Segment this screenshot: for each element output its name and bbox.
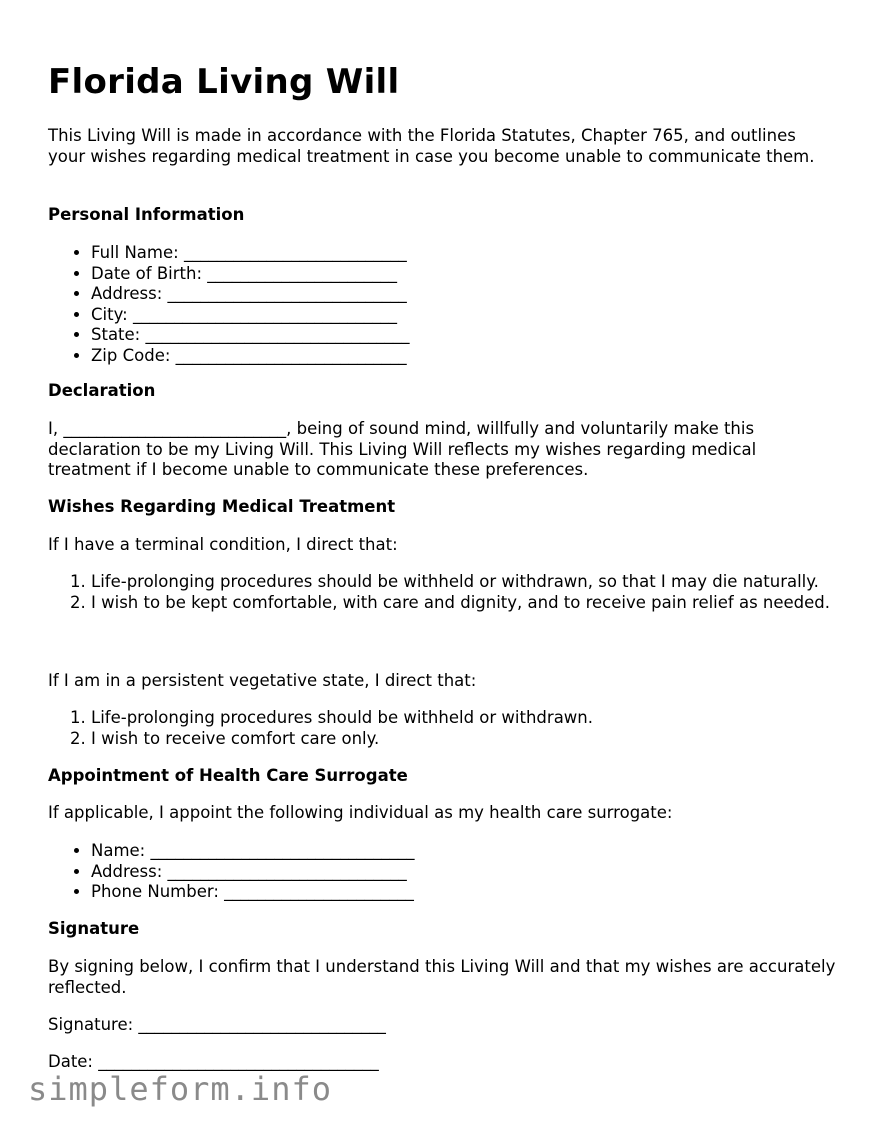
surrogate-list (48, 841, 875, 903)
watermark: simpleform.info (28, 1070, 332, 1108)
list-item: • Name: ________________________________ (91, 841, 875, 862)
terminal-intro: If I have a terminal condition, I direct that: (48, 535, 398, 554)
list-item: • Zip Code: ____________________________ (91, 346, 875, 367)
list-item: • Date of Birth: _______________________ (91, 264, 875, 285)
list-item: • Address: _____________________________ (91, 284, 875, 305)
list-item: • Address: _____________________________ (91, 862, 875, 883)
page-title: Florida Living Will (48, 62, 400, 102)
surrogate-heading: Appointment of Health Care Surrogate (48, 766, 408, 785)
declaration-heading: Declaration (48, 381, 156, 400)
terminal-list (48, 572, 875, 613)
list-item: • State: ________________________________ (91, 325, 875, 346)
intro-paragraph: This Living Will is made in accordance with the Florida Statutes, Chapter 765, and outlines your wishes regarding medical treatment in case you become unable to communicate them. (48, 126, 815, 166)
signature-paragraph: By signing below, I confirm that I understand this Living Will and that my wishes are accurately reflected. (48, 957, 836, 997)
vegetative-list (48, 708, 875, 749)
personal-info-heading: Personal Information (48, 205, 245, 224)
list-item: 2. I wish to receive comfort care only. (91, 729, 875, 750)
signature-line: Signature: ______________________________ (48, 1015, 386, 1034)
signature-heading: Signature (48, 919, 140, 938)
list-item: 2. I wish to be kept comfortable, with care and dignity, and to receive pain relief as needed. (91, 593, 875, 614)
list-item: • Full Name: ___________________________ (91, 243, 875, 264)
list-item: 1. Life-prolonging procedures should be withheld or withdrawn. (91, 708, 875, 729)
list-item: • City: ________________________________ (91, 305, 875, 326)
personal-info-list (48, 243, 875, 366)
list-item: 1. Life-prolonging procedures should be withheld or withdrawn, so that I may die naturally. (91, 572, 875, 593)
date-line: Date: __________________________________ (48, 1052, 379, 1071)
vegetative-intro: If I am in a persistent vegetative state, I direct that: (48, 671, 477, 690)
surrogate-intro: If applicable, I appoint the following individual as my health care surrogate: (48, 803, 673, 822)
list-item: • Phone Number: _______________________ (91, 882, 875, 903)
declaration-paragraph: I, ___________________________, being of sound mind, willfully and voluntarily make this declaration to be my Living Will. This Living Will reflects my wishes regarding medical treatment if I become unable to communicate these preferences. (48, 419, 757, 479)
wishes-heading: Wishes Regarding Medical Treatment (48, 497, 396, 516)
